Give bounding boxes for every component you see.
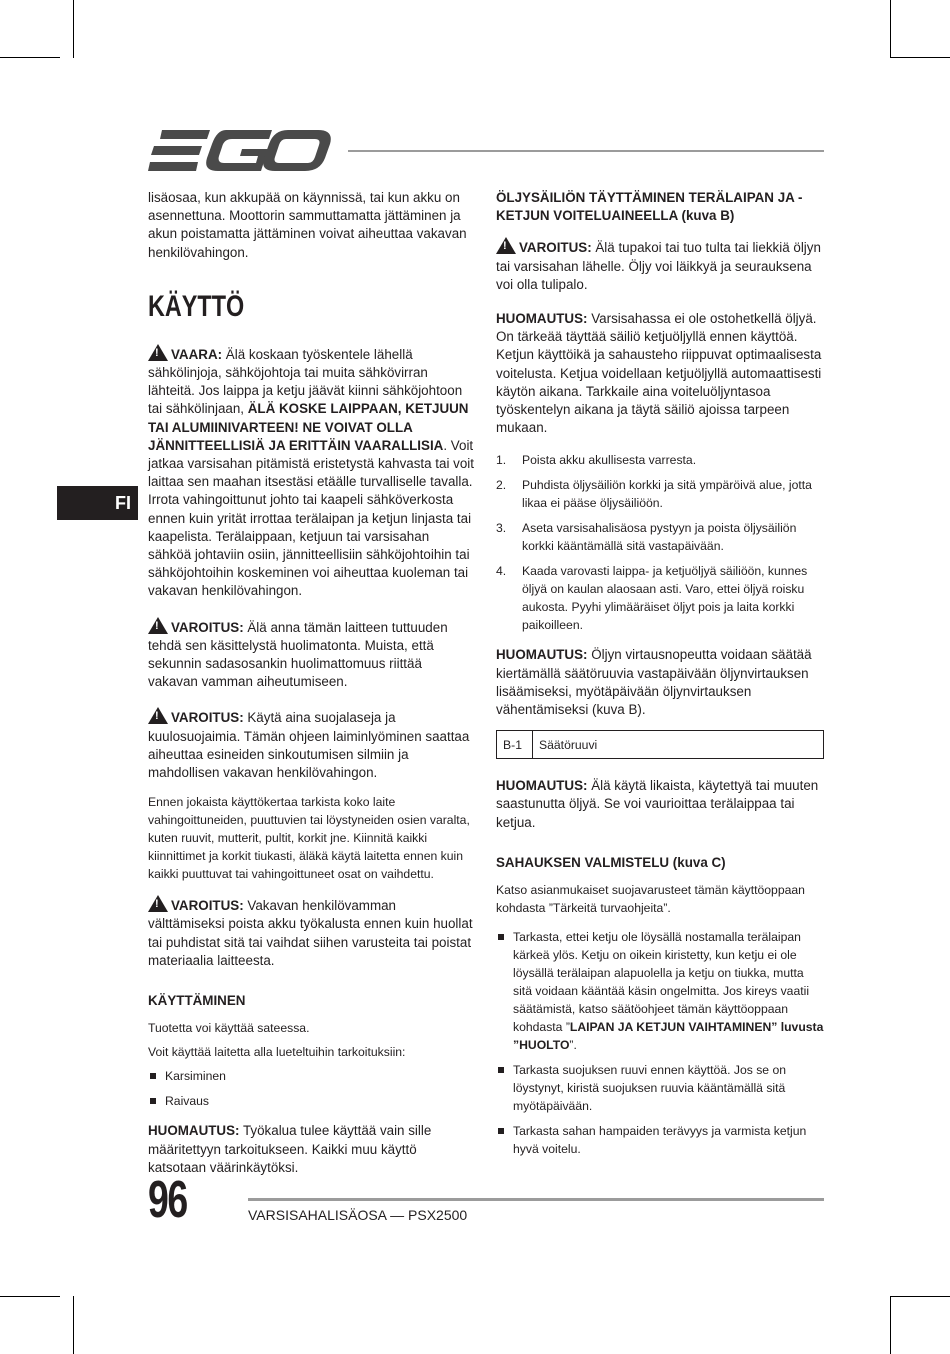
list-item-text: Raivaus [165,1094,210,1109]
warning-triangle-icon [496,237,516,254]
list-item-emphasis: LAIPAN JA KETJUN VAIHTAMINEN” luvusta ”HUOLTO [513,1020,824,1053]
list-item [496,562,824,634]
note-label: HUOMAUTUS: [496,647,588,663]
list-item-text: Tarkasta sahan hampaiden terävyys ja varmista ketjun hyvä voitelu. [513,1124,807,1157]
usage-heading: KÄYTTÄMINEN [148,993,246,1009]
warning-triangle-icon [148,344,168,361]
list-item-text: Karsiminen [165,1069,226,1084]
warning-text: Älä tupakoi tai tuo tulta tai liekkiä öljyn tai varsisahan lähelle. Öljy voi läikkyä ja seurauksena voi olla tulipalo. [496,240,821,292]
list-item-text: Tarkasta suojuksen ruuvi ennen käyttöä. Jos se on löystynyt, kiristä suojuksen ruuvia kääntämällä sitä myötäpäivään. [513,1063,787,1114]
warning-label: VAROITUS: [519,240,592,256]
list-item [496,451,824,469]
danger-paragraph [148,344,474,601]
step-text: Puhdista öljysäiliön korkki ja sitä ympäröivä alue, jotta likaa ei pääse öljysäiliöön. [522,478,812,511]
list-item [496,928,824,1054]
step-number: 1. [496,453,507,468]
note-text: Varsisahassa ei ole ostohetkellä öljyä. On tärkeää täyttää säiliö ketjuöljyllä ennen käyttöä. Ketjun käyttöikä ja sahausteho riippuvat optimaalisesta voitelusta. Ketjua voidellaan ketjuöljyllä automaattisesti käytön aikana. Tarkkaile aina voiteluöljyntasoa työskentelyn aikana ja täytä säiliö ajoissa tarpeen mukaan. [496,311,822,436]
note-label: HUOMAUTUS: [496,311,588,327]
warning-paragraph [148,707,474,782]
note-paragraph [496,777,824,832]
warning-label: VAROITUS: [171,619,244,635]
list-item [496,1061,824,1115]
prep-list [496,928,824,1158]
step-number: 2. [496,478,507,493]
crop-mark [890,1296,950,1297]
prep-intro: Katso asianmukaiset suojavarusteet tämän käyttöoppaan kohdasta ”Tärkeitä turvaohjeita”. [496,883,805,916]
list-item [148,1092,474,1110]
usage-rain: Tuotetta voi käyttää sateessa. [148,1021,310,1036]
note-text: Öljyn virtausnopeutta voidaan säätää kiertämällä säätöruuvia vastapäivään öljynvirtauksen lisäämiseksi, myötäpäivään öljynvirtauksen vähentämiseksi (kuva B). [496,647,812,718]
purposes-list [148,1067,474,1110]
legend-table [496,730,824,759]
bullet-icon [150,1073,156,1079]
danger-text-continued: . Voit jatkaa varsisahan pitämistä eristetystä kahvasta tai voit laittaa sen maahan itsestäsi etäälle turvalliselle tavalla. Irrota vahingoittunut johto tai kaapeli sähköverkosta ennen kuin yrität irrottaa terälaipan ja ketjun linjasta tai kaapelista. Terälaippaan, ketjuun tai varsisahan sähköä johtaviin osiin, jännitteellisiin sähköjohtoihin tai sähköjohtoihin koskeminen voi aiheuttaa kuoleman tai vakavan henkilövahingon. [148,437,474,599]
warning-text: Käytä aina suojalaseja ja kuulosuojaimia. Tämän ohjeen laiminlyöminen saattaa aiheuttaa esineiden sinkoutumisen silmiin ja mahdollisen vakavan henkilövahingon. [148,710,470,781]
note-text: Älä käytä likaista, käytettyä tai muuten saastunutta öljyä. Se voi vaurioittaa terälaippaa tai ketjua. [496,778,819,830]
step-text: Aseta varsisahalisäosa pystyyn ja poista öljysäiliön korkki kääntämällä sitä vastapäivään. [522,521,797,554]
ego-logo [148,130,332,172]
bullet-icon [150,1098,156,1104]
crop-mark [890,0,891,58]
crop-mark [73,1296,74,1354]
inspection-paragraph: Ennen jokaista käyttökertaa tarkista koko laite vahingoittuneiden, puuttuvien tai löystyneiden osien varalta, kuten ruuvit, mutterit, pultit, korkit jne. Kiinnitä kaikki kiinnittimet ja korkit tiukasti, äläkä käytä laitetta ennen kuin kaikki puuttuvat tai vahingoittuneet osat on vaihdettu. [148,795,470,882]
crop-mark [890,57,950,58]
crop-mark [0,57,60,58]
note-label: HUOMAUTUS: [496,778,588,794]
page-number: 96 [148,1171,187,1229]
crop-mark [73,0,74,58]
table-row [497,731,824,759]
warning-triangle-icon [148,895,168,912]
legend-label: Säätöruuvi [533,731,824,759]
note-label: HUOMAUTUS: [148,1123,240,1139]
warning-paragraph [496,237,824,294]
crop-mark [0,1296,60,1297]
oil-steps-list [496,451,824,634]
danger-emphasis: ÄLÄ KOSKE LAIPPAAN, KETJUUN TAI ALUMIINIVARTEEN! NE VOIVAT OLLA JÄNNITTEELLISIÄ JA ERITTÄIN VAARALLISIA [148,401,469,453]
step-number: 4. [496,564,507,579]
list-item [148,1067,474,1085]
warning-text: Älä anna tämän laitteen tuttuuden tehdä sen käsittelystä huolimatonta. Muista, että sekunnin sadasosankin huolimattomuus riittää vakavan vamman aiheutumiseen. [148,619,448,690]
danger-label: VAARA: [171,346,223,362]
note-paragraph [496,646,824,719]
warning-paragraph [148,617,474,692]
legend-code: B-1 [497,731,533,759]
usage-purposes-intro: Voit käyttää laitetta alla lueteltuihin tarkoituksiin: [148,1045,406,1060]
warning-label: VAROITUS: [171,898,244,914]
intro-paragraph: lisäosaa, kun akkupää on käynnissä, tai kun akku on asennettuna. Moottorin sammuttamatta jättäminen ja akun poistamatta jättäminen voivat aiheuttaa vakavan henkilövahingon. [148,190,467,260]
crop-mark [890,1296,891,1354]
warning-triangle-icon [148,707,168,724]
note-paragraph [148,1122,474,1177]
language-tab: FI [57,486,138,520]
warning-label: VAROITUS: [171,710,244,726]
header-rule [348,150,824,152]
left-column [148,189,474,1188]
list-item [496,1122,824,1158]
bullet-icon [498,1128,504,1134]
footer-title: VARSISAHALISÄOSA — PSX2500 [248,1207,468,1223]
step-number: 3. [496,521,507,536]
right-column [496,189,824,1170]
step-text: Poista akku akullisesta varresta. [522,453,697,468]
list-item-text: Tarkasta, ettei ketju ole löysällä nostamalla terälaipan kärkeä ylös. Ketju on oikein kiristetty, kun ketju ei ole löysällä terälaipan alapuolella ja ketju on tiukka, mutta sitä voidaan kääntää käsin ongelmitta. Jos kireys vaatii säätämistä, katso säätöohjeet tämän käyttöoppaan kohdasta ” [513,930,810,1035]
prep-heading: SAHAUKSEN VALMISTELU (kuva C) [496,854,726,870]
oil-heading: ÖLJYSÄILIÖN TÄYTTÄMINEN TERÄLAIPAN JA -KETJUN VOITELUAINEELLA (kuva B) [496,190,803,224]
note-paragraph [496,310,824,437]
bullet-icon [498,934,504,940]
section-title: KÄYTTÖ [148,289,245,323]
danger-text: Älä koskaan työskentele lähellä sähkölinjoja, sähköjohtoja tai muita sähkövirran lähteitä. Jos laippa ja ketju jäävät kiinni sähköjohtoon tai sähkölinjaan, [148,346,463,417]
list-item [496,476,824,512]
warning-triangle-icon [148,617,168,634]
bullet-icon [498,1067,504,1073]
note-text: Työkalua tulee käyttää vain sille määritettyyn tarkoitukseen. Kaikki muu käyttö katsotaan väärinkäytöksi. [148,1123,432,1175]
step-text: Kaada varovasti laippa- ja ketjuöljyä säiliöön, kunnes öljyä on kaulan alaosaan asti. Varo, ettei öljyä roisku aukosta. Pyyhi ylimääräiset öljyt pois ja laita korkki paikoilleen. [522,564,808,633]
list-item [496,519,824,555]
warning-paragraph [148,895,474,970]
footer-rule [248,1198,824,1201]
list-item-text: ”. [569,1038,577,1053]
warning-text: Vakavan henkilövamman välttämiseksi poista akku työkalusta ennen kuin huollat tai puhdistat sitä tai vaihdat siihen varusteita tai poistat materiaalia laitteesta. [148,898,473,968]
